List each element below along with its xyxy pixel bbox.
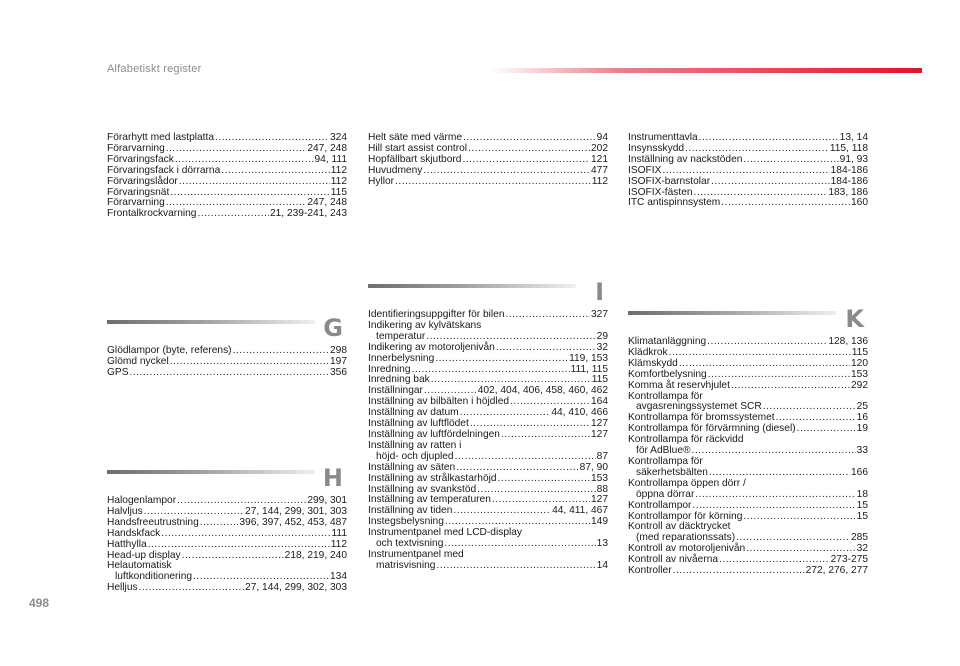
index-term: Inställning av bilbälten i höjdled — [368, 396, 510, 408]
index-term: Komfortbelysning — [628, 368, 707, 380]
index-term: Förarhytt med lastplatta — [107, 132, 215, 143]
index-entry — [107, 540, 347, 551]
dot-leader — [763, 402, 856, 413]
index-term: Innerbelysning — [368, 352, 435, 364]
index-term: Inställning av säten — [368, 461, 456, 473]
dot-leader — [179, 177, 330, 188]
index-term: Förvaringsfack — [107, 153, 174, 165]
index-term: Kontrollampa för förvärmning (diesel) — [628, 423, 796, 435]
index-page-refs: 16 — [856, 412, 868, 424]
index-page-refs: 184-186 — [830, 164, 868, 176]
index-entry-heading: Kontrollampa öppen dörr / — [628, 477, 746, 489]
dot-leader — [707, 337, 827, 348]
letter-g: G — [323, 314, 343, 342]
index-page-refs: 324 — [330, 132, 347, 143]
dot-leader — [395, 177, 591, 188]
index-page-refs: 112 — [330, 538, 347, 550]
index-page-refs: 29 — [596, 330, 608, 342]
dot-leader — [736, 533, 850, 544]
index-entry-heading: Kontrollampa för — [628, 390, 703, 402]
index-page-refs: 184-186 — [830, 175, 868, 187]
dot-leader — [444, 539, 595, 550]
index-entry — [628, 370, 868, 381]
index-term: säkerhetsbälten — [636, 466, 708, 478]
dot-leader — [423, 166, 590, 177]
index-term: öppna dörrar — [636, 488, 695, 500]
index-term: Kontroll av motoroljenivån — [628, 543, 746, 555]
index-term: Inställning av temperaturen — [368, 494, 491, 506]
index-entry — [107, 357, 347, 368]
index-entry — [107, 583, 347, 594]
index-entry-heading: Kontroll av däcktrycket — [628, 521, 731, 533]
dot-leader — [130, 368, 329, 379]
index-page-refs: 183, 186 — [828, 186, 868, 198]
index-page-refs: 112 — [330, 164, 347, 176]
dot-leader — [501, 430, 590, 441]
index-term: Identifieringsuppgifter för bilen — [368, 309, 505, 320]
index-term: Hatthylla — [107, 538, 147, 550]
index-page-refs: 115 — [851, 346, 868, 358]
index-entry — [368, 177, 608, 188]
index-term: Insynsskydd — [628, 142, 685, 154]
index-page-refs: 112 — [591, 175, 608, 187]
index-page-refs: 91, 93 — [839, 153, 868, 165]
index-page-refs: 402, 404, 406, 458, 460, 462 — [477, 385, 608, 397]
index-term: Huvudmeny — [368, 164, 423, 176]
index-page-refs: 127 — [591, 494, 608, 506]
letter-i: I — [595, 278, 604, 306]
index-entry — [368, 166, 608, 177]
index-page-refs: 356 — [330, 366, 347, 378]
index-entry — [628, 501, 868, 512]
index-page-refs: 27, 144, 299, 302, 303 — [245, 582, 347, 594]
index-term: Förarvarning — [107, 142, 165, 154]
index-page-refs: 298 — [330, 345, 347, 356]
index-term: Inställning av nackstöden — [628, 153, 743, 165]
index-page-refs: 202 — [591, 142, 608, 154]
index-page-refs: 94 — [596, 132, 608, 143]
index-page-refs: 153 — [591, 472, 608, 484]
index-page-refs: 164 — [591, 396, 608, 408]
index-entry — [628, 566, 868, 577]
letter-bar — [107, 470, 315, 474]
index-term: Förvaringsnät — [107, 186, 170, 198]
index-block-h-continued — [368, 133, 608, 188]
index-page-refs: 273-275 — [830, 554, 868, 566]
dot-leader — [692, 446, 856, 457]
dot-leader — [233, 346, 329, 357]
index-term: (med reparationssats) — [636, 532, 736, 544]
index-term: höjd- och djupled — [376, 450, 454, 462]
index-page-refs: 14 — [596, 559, 608, 571]
dot-leader — [743, 155, 838, 166]
letter-heading-g — [107, 316, 347, 342]
index-term: ISOFIX-fästen — [628, 186, 693, 198]
index-term: Halvljus — [107, 505, 143, 517]
index-term: Förvaringsfack i dörrarna — [107, 164, 221, 176]
index-entry — [107, 209, 347, 220]
index-page-refs: 120 — [851, 357, 868, 369]
index-term: ISOFIX-barnstolar — [628, 175, 711, 187]
index-page-refs: 153 — [851, 368, 868, 380]
index-page-refs: 247, 248 — [307, 197, 347, 209]
dot-leader — [463, 133, 596, 144]
index-entry — [628, 198, 868, 209]
index-term: Inställningar — [368, 385, 423, 397]
dot-leader — [170, 188, 329, 199]
index-page-refs: 299, 301 — [307, 495, 347, 506]
index-page-refs: 285 — [851, 532, 868, 544]
index-term: Inställning av luftflödet — [368, 418, 469, 430]
index-term: matrisvisning — [376, 559, 436, 571]
index-entry-heading: Instrumentpanel med LCD-display — [368, 527, 523, 539]
index-term: för AdBlue® — [636, 445, 691, 457]
dot-leader — [662, 166, 829, 177]
index-page-refs: 18 — [856, 488, 868, 500]
index-entry — [628, 166, 868, 177]
header-title: Alfabetiskt register — [107, 63, 202, 75]
index-page-refs: 111, 115 — [570, 363, 608, 375]
index-term: ITC antispinnsystem — [628, 197, 721, 209]
index-block-i — [368, 310, 608, 572]
index-term: Frontalkrockvarning — [107, 208, 197, 220]
dot-leader — [182, 551, 284, 562]
index-page-refs: 27, 144, 299, 301, 303 — [245, 505, 347, 517]
dot-leader — [221, 166, 330, 177]
index-term: Hyllor — [368, 175, 395, 187]
index-term: Förarvarning — [107, 197, 165, 209]
index-page-refs: 19 — [856, 423, 868, 435]
index-entry-heading: Helautomatisk — [107, 560, 172, 572]
letter-bar — [628, 311, 836, 315]
index-page-refs: 272, 276, 277 — [805, 565, 868, 577]
letter-bar — [107, 320, 315, 324]
dot-leader — [669, 348, 851, 359]
dot-leader — [477, 485, 595, 496]
index-page-refs: 127 — [591, 428, 608, 440]
index-term: Inställning av datum — [368, 407, 459, 419]
index-term: Förvaringslådor — [107, 175, 178, 187]
dot-leader — [411, 365, 569, 376]
index-term: Head-up display — [107, 549, 181, 561]
index-term: Klämskydd — [628, 357, 678, 369]
index-term: Halogenlampor — [107, 495, 177, 506]
index-entry — [628, 177, 868, 188]
index-page-refs: 112 — [330, 175, 347, 187]
index-term: Kontrollampor för körning — [628, 510, 743, 522]
index-block-f-continued — [107, 133, 347, 220]
index-page-refs: 44, 410, 466 — [551, 407, 608, 419]
letter-k: K — [845, 305, 864, 333]
index-block-h — [107, 496, 347, 594]
index-entry — [107, 177, 347, 188]
index-page-refs: 21, 239-241, 243 — [269, 208, 347, 220]
index-entry-heading: Instrumentpanel med — [368, 548, 464, 560]
index-page-refs: 292 — [851, 379, 868, 391]
dot-leader — [699, 133, 839, 144]
index-page-refs: 88 — [596, 483, 608, 495]
dot-leader — [460, 408, 551, 419]
index-term: GPS — [107, 366, 129, 378]
index-term: ISOFIX — [628, 164, 662, 176]
dot-leader — [731, 381, 850, 392]
index-block-g — [107, 346, 347, 379]
index-term: Inställning av svankstöd — [368, 483, 477, 495]
dot-leader — [455, 452, 596, 463]
index-term: Kontroll av nivåerna — [628, 554, 719, 566]
dot-leader — [161, 529, 330, 540]
index-page-refs: 87 — [596, 450, 608, 462]
dot-leader — [166, 144, 307, 155]
page-number: 498 — [29, 596, 50, 610]
dot-leader — [692, 501, 855, 512]
index-entry — [628, 381, 868, 392]
letter-heading-h — [107, 466, 347, 492]
index-page-refs: 149 — [591, 516, 608, 528]
dot-leader — [139, 583, 244, 594]
index-page-refs: 327 — [591, 309, 608, 320]
header-accent-line — [490, 68, 922, 73]
dot-leader — [200, 518, 239, 529]
index-page-refs: 87, 90 — [579, 461, 608, 473]
index-term: Kontroller — [628, 565, 672, 577]
index-page-refs: 247, 248 — [307, 142, 347, 154]
index-term: Hill start assist control — [368, 142, 468, 154]
index-page-refs: 160 — [851, 197, 868, 209]
index-term: Helt säte med värme — [368, 132, 462, 143]
index-page-refs: 15 — [856, 499, 868, 511]
dot-leader — [435, 354, 568, 365]
index-term: Handsfreeutrustning — [107, 516, 199, 528]
index-term: och textvisning — [376, 538, 444, 550]
index-term: Inställning av strålkastarhöjd — [368, 472, 497, 484]
index-term: Inställning av tiden — [368, 505, 453, 517]
index-page-refs: 396, 397, 452, 453, 487 — [239, 516, 347, 528]
index-page-refs: 94, 111 — [314, 153, 347, 165]
dot-leader — [695, 490, 855, 501]
dot-leader — [496, 343, 596, 354]
index-page-refs: 128, 136 — [828, 336, 868, 347]
dot-leader — [456, 463, 578, 474]
index-block-k — [628, 337, 868, 577]
index-page-refs: 13 — [596, 538, 608, 550]
dot-leader — [505, 310, 590, 321]
index-page-refs: 121 — [591, 153, 608, 165]
index-entry — [368, 561, 608, 572]
dot-leader — [498, 474, 590, 485]
index-page-refs: 197 — [330, 355, 347, 367]
index-term: Helljus — [107, 582, 138, 594]
index-term: Klimatanläggning — [628, 336, 707, 347]
letter-heading-k — [628, 307, 868, 333]
index-page-refs: 25 — [856, 401, 868, 413]
index-entry — [107, 368, 347, 379]
index-term: Handskfack — [107, 527, 161, 539]
index-entry — [368, 343, 608, 354]
dot-leader — [721, 198, 850, 209]
index-page-refs: 127 — [591, 418, 608, 430]
index-page-refs: 33 — [856, 445, 868, 457]
index-term: Komma åt reservhjulet — [628, 379, 730, 391]
index-page-refs: 119, 153 — [569, 352, 608, 364]
index-page-refs: 13, 14 — [839, 132, 868, 143]
index-entry — [107, 529, 347, 540]
dot-leader — [711, 177, 830, 188]
dot-leader — [436, 561, 595, 572]
index-term: Inredning bak — [368, 374, 430, 386]
dot-leader — [197, 209, 268, 220]
index-term: Inredning — [368, 363, 411, 375]
index-page-refs: 115 — [591, 374, 608, 386]
index-page-refs: 218, 219, 240 — [284, 549, 347, 561]
dot-leader — [170, 357, 329, 368]
index-term: Hopfällbart skjutbord — [368, 153, 462, 165]
index-page-refs: 477 — [591, 164, 608, 176]
letter-h: H — [322, 464, 343, 492]
dot-leader — [673, 566, 805, 577]
index-page-refs: 166 — [851, 466, 868, 478]
index-entry — [368, 463, 608, 474]
index-entry-heading: Inställning av ratten i — [368, 439, 462, 451]
index-block-i-continued — [628, 133, 868, 209]
index-term: Klädkrok — [628, 346, 668, 358]
index-page-refs: 115 — [330, 186, 347, 198]
index-entry-heading: Kontrollampa för räckvidd — [628, 434, 744, 446]
index-entry-heading: Kontrollampa för — [628, 455, 703, 467]
index-term: Inställning av luftfördelningen — [368, 428, 500, 440]
dot-leader — [797, 424, 856, 435]
index-page-refs: 32 — [856, 543, 868, 555]
index-term: Kontrollampor — [628, 499, 692, 511]
index-page-refs: 32 — [596, 341, 608, 353]
dot-leader — [708, 370, 850, 381]
index-page-refs: 15 — [856, 510, 868, 522]
index-page-refs: 44, 411, 467 — [552, 505, 608, 517]
letter-bar — [368, 284, 576, 288]
index-term: Indikering av motoroljenivån — [368, 341, 495, 353]
index-term: Instegsbelysning — [368, 516, 444, 528]
index-term: avgasreningssystemet SCR — [636, 401, 762, 413]
index-entry — [628, 490, 868, 501]
dot-leader — [148, 540, 330, 551]
index-entry — [368, 354, 608, 365]
index-term: temperatur — [376, 330, 426, 342]
index-term: luftkonditionering — [115, 571, 193, 583]
dot-leader — [462, 155, 590, 166]
index-entry — [368, 474, 608, 485]
index-entry-heading: Indikering av kylvätskans — [368, 319, 482, 331]
dot-leader — [453, 506, 551, 517]
dot-leader — [743, 512, 855, 523]
index-term: Instrumenttavla — [628, 132, 698, 143]
index-term: Glödlampor (byte, referens) — [107, 345, 232, 356]
index-entry — [107, 166, 347, 177]
index-page-refs: 111 — [331, 527, 347, 539]
index-page-refs: 134 — [330, 571, 347, 583]
index-term: Kontrollampa för bromssystemet — [628, 412, 775, 424]
index-page-refs: 115, 118 — [829, 142, 868, 154]
letter-heading-i — [368, 280, 608, 306]
dot-leader — [468, 144, 590, 155]
index-term: Glömd nyckel — [107, 355, 169, 367]
